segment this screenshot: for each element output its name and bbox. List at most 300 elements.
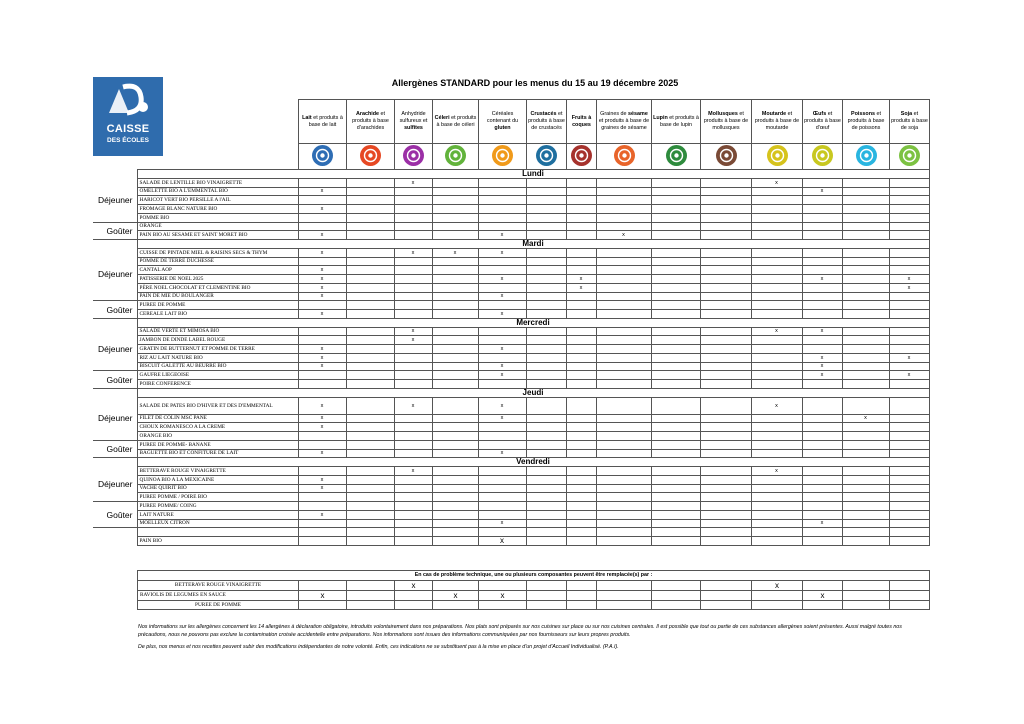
allergen-cell <box>394 196 432 205</box>
allergen-cell <box>432 178 478 187</box>
allergen-cell: x <box>751 327 802 336</box>
allergen-cell <box>526 414 566 423</box>
allergen-cell: x <box>298 423 346 432</box>
allergen-cell <box>751 440 802 449</box>
allergen-cell: x <box>478 310 526 319</box>
allergen-header-4 <box>433 100 479 144</box>
allergen-cell <box>700 362 751 371</box>
day-row <box>93 458 929 467</box>
allergen-cell <box>596 292 651 301</box>
allergen-cell <box>651 336 700 345</box>
allergen-cell <box>432 336 478 345</box>
table-row <box>93 178 929 187</box>
allergen-cell <box>802 292 842 301</box>
allergen-cell <box>596 196 651 205</box>
allergen-cell <box>751 528 802 537</box>
table-row <box>93 231 929 240</box>
allergen-name: gluten <box>494 125 511 131</box>
dish-name: SALADE VERTE ET MIMOSA BIO <box>137 327 298 336</box>
allergen-cell <box>526 475 566 484</box>
replacement-row <box>138 590 930 600</box>
allergen-cell <box>394 519 432 528</box>
allergen-cell <box>700 423 751 432</box>
allergen-cell <box>566 467 596 476</box>
table-row <box>93 205 929 214</box>
allergen-cell <box>889 205 929 214</box>
dish-name: HARICOT VERT BIO PERSILLE A l'AIL <box>137 196 298 205</box>
allergen-cell: x <box>751 467 802 476</box>
allergen-cell <box>889 467 929 476</box>
allergen-cell <box>596 528 651 537</box>
allergen-header-12 <box>803 100 843 144</box>
allergen-cell <box>526 484 566 493</box>
allergen-cell <box>842 449 889 458</box>
allergen-cell <box>700 502 751 511</box>
allergen-cell <box>596 205 651 214</box>
allergen-cell <box>651 187 700 196</box>
allergen-cell <box>889 519 929 528</box>
allergen-cell <box>889 440 929 449</box>
allergen-cell <box>802 248 842 257</box>
allergen-cell: x <box>751 397 802 414</box>
allergen-cell <box>596 380 651 389</box>
allergen-cell <box>842 371 889 380</box>
meal-label: Déjeuner <box>93 397 137 440</box>
day-row <box>93 388 929 397</box>
allergen-cell <box>346 484 394 493</box>
allergen-cell: x <box>394 467 432 476</box>
allergen-cell: x <box>298 449 346 458</box>
allergen-cell <box>842 231 889 240</box>
allergen-cell <box>566 301 596 310</box>
allergen-cell <box>842 257 889 266</box>
allergen-post: et produits à base de céleri <box>436 114 477 128</box>
allergen-cell <box>751 484 802 493</box>
allergen-cell <box>394 345 432 354</box>
allergen-cell <box>346 213 394 222</box>
allergen-cell: x <box>803 590 843 600</box>
allergen-cell <box>394 380 432 389</box>
allergen-cell <box>842 397 889 414</box>
allergen-cell <box>889 178 929 187</box>
allergen-cell <box>526 310 566 319</box>
allergen-cell <box>432 519 478 528</box>
allergen-cell <box>347 600 395 610</box>
table-row <box>93 423 929 432</box>
dish-name: ORANGE BIO <box>137 432 298 441</box>
allergen-cell <box>842 283 889 292</box>
allergen-name: Crustacés <box>530 111 557 117</box>
allergen-cell <box>889 266 929 275</box>
allergen-cell <box>298 432 346 441</box>
allergen-header-10 <box>701 100 752 144</box>
meal-label: Déjeuner <box>93 467 137 502</box>
allergen-cell <box>802 484 842 493</box>
allergen-cell <box>596 301 651 310</box>
allergen-cell <box>700 231 751 240</box>
allergen-cell <box>596 484 651 493</box>
allergen-cell <box>566 248 596 257</box>
allergen-cell <box>346 257 394 266</box>
note-2: De plus, nos menus et nos recettes peuvent subir des modifications indépendantes de notre volonté. Enfin, ces indications ne se substituent pas à la mise en place d'un projet d'Accueil Individualisé. (P.A.I). <box>138 644 619 650</box>
allergen-cell <box>651 362 700 371</box>
allergen-cell <box>802 266 842 275</box>
allergen-cell <box>478 283 526 292</box>
allergen-cell <box>700 380 751 389</box>
allergen-cell <box>802 178 842 187</box>
table-row <box>93 397 929 414</box>
allergen-cell <box>478 222 526 231</box>
allergen-cell <box>298 336 346 345</box>
allergen-cell <box>889 537 929 546</box>
allergen-cell <box>842 222 889 231</box>
table-row <box>93 196 929 205</box>
allergen-cell: x <box>394 248 432 257</box>
allergen-cell: x <box>298 397 346 414</box>
allergen-cell <box>432 353 478 362</box>
allergen-cell: x <box>299 590 347 600</box>
allergen-cell <box>526 510 566 519</box>
spacer <box>93 537 137 546</box>
allergen-cell <box>802 440 842 449</box>
menu-table <box>93 169 930 546</box>
allergen-cell <box>432 213 478 222</box>
allergen-cell <box>432 380 478 389</box>
dish-name: MOELLEUX CITRON <box>137 519 298 528</box>
dish-name: SALADE DE LENTILLE BIO VINAIGRETTE <box>137 178 298 187</box>
allergen-cell <box>802 397 842 414</box>
allergen-cell <box>298 519 346 528</box>
note-1: Nos informations sur les allergènes concernent les 14 allergènes à déclaration obligatoire, introduits volontairement dans nos préparations. Nos plats sont préparés sur nos cuisines sur place ou sur nos cuisines centrales. Il est possible que tout ou partie de ces substances allergènes soient présentes. Aussi malgré toutes nos précautions, nous ne pouvons pas exclure la contamination croisée accidentelle entre préparations. Nos informations sont issues des informations communiquées par nos fournisseurs sur leurs propres produits. <box>138 624 902 638</box>
dish-name: RAVIOLIS DE LEGUMES EN SAUCE <box>138 590 299 600</box>
page-title: Allergènes STANDARD pour les menus du 15 au 19 décembre 2025 <box>391 78 679 88</box>
notes <box>138 623 928 655</box>
allergen-cell <box>298 380 346 389</box>
allergen-header-11 <box>752 100 803 144</box>
allergen-cell: x <box>478 519 526 528</box>
allergen-cell <box>299 600 347 610</box>
allergen-icon-cell <box>652 144 701 170</box>
allergen-cell <box>526 187 566 196</box>
logo-line-2: DES ÉCOLES <box>107 137 149 144</box>
allergen-cell <box>346 187 394 196</box>
allergen-cell <box>526 353 566 362</box>
allergen-cell <box>298 467 346 476</box>
allergen-cell: x <box>478 231 526 240</box>
spacer <box>93 170 137 179</box>
allergen-cell <box>478 493 526 502</box>
allergen-cell <box>526 362 566 371</box>
allergen-cell <box>802 502 842 511</box>
table-row <box>93 213 929 222</box>
allergen-cell: x <box>298 275 346 284</box>
allergen-icon-cell <box>347 144 395 170</box>
allergen-cell <box>346 502 394 511</box>
allergen-cell <box>802 336 842 345</box>
allergen-cell <box>526 178 566 187</box>
table-row <box>93 292 929 301</box>
allergen-cell <box>298 371 346 380</box>
allergen-cell <box>394 275 432 284</box>
allergen-cell: x <box>394 397 432 414</box>
allergen-name: Arachide <box>355 111 380 117</box>
allergen-cell <box>700 283 751 292</box>
allergen-cell <box>298 327 346 336</box>
allergen-cell <box>842 537 889 546</box>
allergen-cell <box>751 196 802 205</box>
allergen-cell <box>526 397 566 414</box>
allergen-cell <box>651 537 700 546</box>
allergen-cell <box>751 380 802 389</box>
allergen-cell <box>394 537 432 546</box>
allergen-icon-cell <box>701 144 752 170</box>
allergen-cell <box>346 178 394 187</box>
allergen-cell <box>567 590 597 600</box>
allergen-cell <box>700 196 751 205</box>
allergen-cell <box>394 362 432 371</box>
allergen-cell <box>652 580 701 590</box>
allergen-cell <box>751 187 802 196</box>
allergen-cell: x <box>566 283 596 292</box>
allergen-cell <box>802 283 842 292</box>
allergen-cell <box>596 510 651 519</box>
allergen-cell <box>596 187 651 196</box>
allergen-cell <box>526 380 566 389</box>
allergen-cell <box>432 205 478 214</box>
allergen-cell <box>842 205 889 214</box>
allergen-cell: x <box>478 292 526 301</box>
allergen-cell <box>651 292 700 301</box>
allergen-cell <box>432 475 478 484</box>
allergen-cell <box>651 222 700 231</box>
allergen-cell: x <box>478 397 526 414</box>
allergen-cell <box>597 600 652 610</box>
day-label: Mardi <box>137 240 929 249</box>
allergen-cell <box>478 528 526 537</box>
allergen-cell <box>700 222 751 231</box>
allergen-cell <box>566 257 596 266</box>
allergen-cell <box>842 519 889 528</box>
allergen-cell <box>394 222 432 231</box>
allergen-cell <box>802 222 842 231</box>
allergen-cell <box>651 528 700 537</box>
allergen-cell <box>889 502 929 511</box>
allergen-cell <box>566 187 596 196</box>
allergen-cell <box>842 266 889 275</box>
allergen-cell <box>651 475 700 484</box>
dish-name: FILET DE COLIN MSC PANE <box>137 414 298 423</box>
dish-name: ORANGE <box>137 222 298 231</box>
allergen-cell <box>889 222 929 231</box>
allergen-cell: x <box>802 327 842 336</box>
allergen-cell <box>700 301 751 310</box>
allergen-cell <box>700 345 751 354</box>
allergen-cell <box>346 432 394 441</box>
allergen-cell <box>433 600 479 610</box>
allergen-cell <box>566 205 596 214</box>
allergen-cell <box>701 600 752 610</box>
allergen-cell <box>651 213 700 222</box>
allergen-cell <box>803 580 843 590</box>
allergen-cell <box>700 528 751 537</box>
allergen-cell <box>802 345 842 354</box>
allergen-cell <box>394 283 432 292</box>
allergen-cell <box>298 301 346 310</box>
allergen-cell <box>526 493 566 502</box>
allergen-cell <box>433 580 479 590</box>
allergen-cell <box>526 327 566 336</box>
allergen-cell <box>700 449 751 458</box>
dish-name: CANTAL AOP <box>137 266 298 275</box>
allergen-cell <box>700 493 751 502</box>
allergen-cell <box>842 380 889 389</box>
allergen-cell <box>346 248 394 257</box>
dish-name <box>137 528 298 537</box>
allergen-cell <box>751 432 802 441</box>
allergen-cell <box>752 600 803 610</box>
allergen-cell <box>526 502 566 511</box>
allergen-cell <box>889 423 929 432</box>
allergen-cell <box>394 440 432 449</box>
allergen-cell <box>651 449 700 458</box>
allergen-cell <box>842 484 889 493</box>
allergen-cell: x <box>433 590 479 600</box>
allergen-cell <box>478 336 526 345</box>
allergen-cell <box>842 275 889 284</box>
table-row <box>93 493 929 502</box>
allergen-cell <box>346 493 394 502</box>
allergen-cell <box>596 397 651 414</box>
allergen-cell <box>889 257 929 266</box>
allergen-cell <box>802 528 842 537</box>
allergen-cell: x <box>298 283 346 292</box>
allergen-cell: x <box>478 414 526 423</box>
allergen-cell: x <box>802 275 842 284</box>
allergen-cell <box>526 467 566 476</box>
table-row <box>93 475 929 484</box>
allergen-cell <box>802 449 842 458</box>
allergen-cell <box>526 371 566 380</box>
allergen-cell <box>432 266 478 275</box>
allergen-cell <box>802 205 842 214</box>
lupin-icon <box>666 145 687 166</box>
table-row <box>93 414 929 423</box>
allergen-cell <box>842 345 889 354</box>
allergen-cell: x <box>395 580 433 590</box>
allergen-cell <box>842 327 889 336</box>
allergen-cell: x <box>298 187 346 196</box>
allergen-name: Fruits à coques <box>571 114 592 128</box>
allergen-cell: x <box>298 231 346 240</box>
allergen-cell <box>478 432 526 441</box>
allergen-cell <box>701 590 752 600</box>
allergen-cell <box>700 327 751 336</box>
celery-icon <box>445 145 466 166</box>
allergen-cell <box>346 327 394 336</box>
allergen-cell <box>751 493 802 502</box>
allergen-cell <box>526 528 566 537</box>
spacer <box>93 388 137 397</box>
allergen-cell <box>526 275 566 284</box>
allergen-cell <box>346 362 394 371</box>
allergen-cell <box>751 301 802 310</box>
allergen-cell <box>596 248 651 257</box>
allergen-cell <box>432 283 478 292</box>
allergen-cell <box>432 440 478 449</box>
allergen-cell <box>889 414 929 423</box>
allergen-cell <box>566 414 596 423</box>
allergen-header-13 <box>843 100 890 144</box>
dish-name: BETTERAVE ROUGE VINAIGRETTE <box>137 467 298 476</box>
table-row <box>93 257 929 266</box>
allergen-cell <box>751 537 802 546</box>
allergen-cell <box>298 528 346 537</box>
allergen-cell <box>889 336 929 345</box>
allergen-post: et produits à base de moutarde <box>754 111 800 131</box>
allergen-cell <box>842 467 889 476</box>
dish-name: PUREE POMME / POIRE BIO <box>137 493 298 502</box>
allergen-cell <box>566 423 596 432</box>
dish-name: JAMBON DE DINDE LABEL ROUGE <box>137 336 298 345</box>
sulphite-bottle-icon <box>403 145 424 166</box>
allergen-cell: x <box>298 205 346 214</box>
dish-name: CHOUX ROMANESCO A LA CREME <box>137 423 298 432</box>
allergen-cell <box>596 222 651 231</box>
allergen-cell <box>526 231 566 240</box>
allergen-cell <box>347 580 395 590</box>
table-row <box>93 310 929 319</box>
dish-name: PÈRE NOEL CHOCOLAT ET CLEMENTINE BIO <box>137 283 298 292</box>
allergen-name: Soja <box>900 111 913 117</box>
allergen-cell <box>651 266 700 275</box>
allergen-cell <box>751 519 802 528</box>
dish-name: PUREE DE POMME <box>137 301 298 310</box>
table-row <box>93 484 929 493</box>
allergen-cell <box>751 275 802 284</box>
allergen-cell <box>596 275 651 284</box>
allergen-post: et produits à base d'œuf <box>804 111 841 131</box>
meal-label: Déjeuner <box>93 178 137 222</box>
table-row <box>93 449 929 458</box>
allergen-cell <box>567 600 597 610</box>
allergen-cell <box>566 510 596 519</box>
allergen-cell <box>566 432 596 441</box>
allergen-cell <box>652 600 701 610</box>
allergen-cell: x <box>298 414 346 423</box>
allergen-cell <box>651 467 700 476</box>
meal-label: Goûter <box>93 222 137 240</box>
allergen-cell <box>346 440 394 449</box>
allergen-header-2 <box>347 100 395 144</box>
allergen-cell <box>842 310 889 319</box>
allergen-cell: x <box>889 283 929 292</box>
allergen-cell: x <box>478 449 526 458</box>
allergen-cell <box>346 510 394 519</box>
allergen-cell <box>889 449 929 458</box>
dish-name: GAUFRE LIEGEOISE <box>137 371 298 380</box>
allergen-header-3 <box>395 100 433 144</box>
allergen-cell <box>432 397 478 414</box>
allergen-cell <box>478 301 526 310</box>
allergen-cell <box>346 371 394 380</box>
allergen-cell <box>751 362 802 371</box>
allergen-cell <box>478 502 526 511</box>
allergen-cell <box>752 590 803 600</box>
allergen-cell <box>802 310 842 319</box>
allergen-cell <box>394 371 432 380</box>
allergen-cell <box>346 345 394 354</box>
allergen-cell <box>842 213 889 222</box>
